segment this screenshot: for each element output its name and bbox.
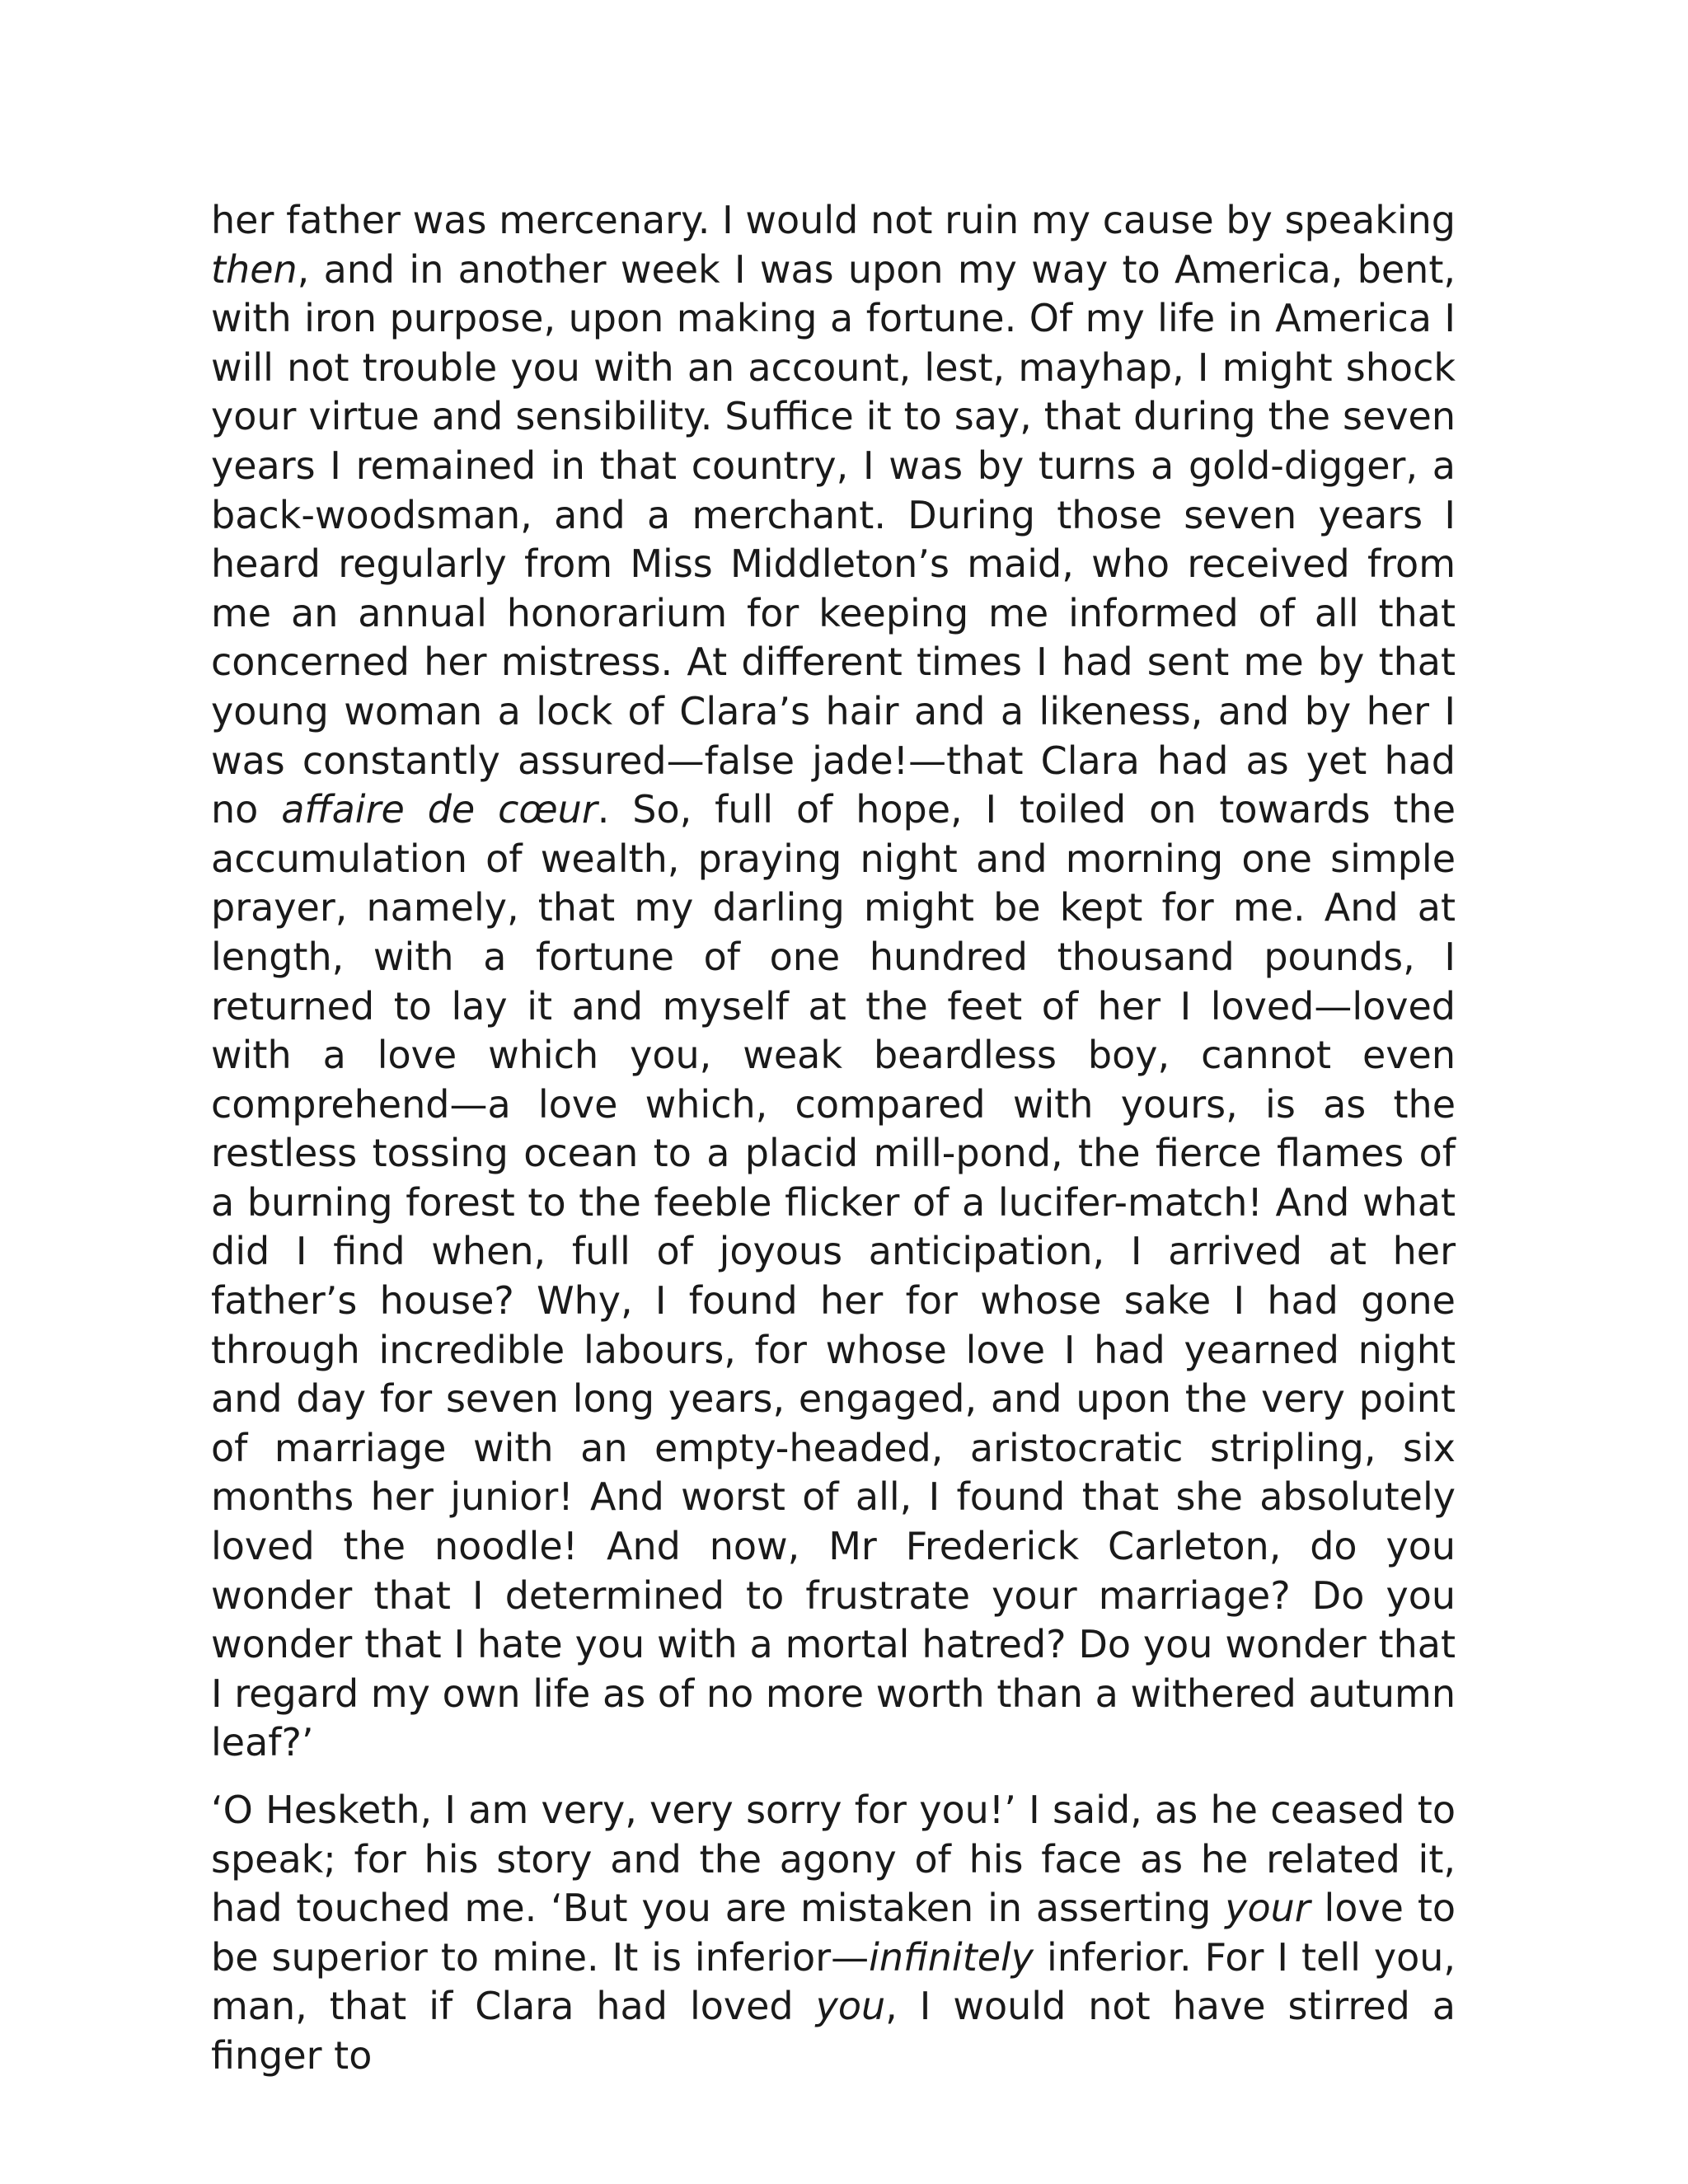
italic-text-run: infinitely [869, 1934, 1034, 1980]
italic-text-run: affaire de cœur [281, 787, 598, 832]
paragraph-1 [211, 196, 1456, 1768]
paragraph-2 [211, 1786, 1456, 2081]
text-run: , I would not have stirred a finger to [211, 1984, 1456, 2078]
text-run: , and in another week I was upon my way to America, bent, with iron purpose, upon making a fortune. Of my life in America I will not trouble you with an account, lest, mayhap, I might shock your virtue and sensibility. Suffice it to say, that during the seven years I remained in that country, I was by turns a gold-digger, a back-woodsman, and a merchant. During those seven years I heard regularly from Miss Middleton’s maid, who received from me an annual honorarium for keeping me informed of all that concerned her mistress. At different times I had sent me by that young woman a lock of Clara’s hair and a likeness, and by her I was constantly assured—false jade!—that Clara had as yet had no [211, 246, 1456, 832]
italic-text-run: your [1225, 1886, 1311, 1931]
text-run: inferior. For I tell you, man, that if Clara had loved [211, 1934, 1456, 2029]
body-text [211, 196, 1456, 2081]
text-run: ‘O Hesketh, I am very, very sorry for you!’ I said, as he ceased to speak; for his story and the agony of his face as he related it, had touched me. ‘But you are mistaken in asserting [211, 1788, 1456, 1931]
text-run: love to be superior to mine. It is inferior— [211, 1886, 1456, 1980]
italic-text-run: you [815, 1984, 886, 2029]
italic-text-run: then [211, 246, 298, 292]
text-run: . So, full of hope, I toiled on towards the accumulation of wealth, praying night and morning one simple prayer, namely, that my darling might be kept for me. And at length, with a fortune of one hundred thousand pounds, I returned to lay it and myself at the feet of her I loved—loved with a love which you, weak beardless boy, cannot even comprehend—a love which, compared with yours, is as the restless tossing ocean to a placid mill-pond, the fierce flames of a burning forest to the feeble flicker of a lucifer-match! And what did I find when, full of joyous anticipation, I arrived at her father’s house? Why, I found her for whose sake I had gone through incredible labours, for whose love I had yearned night and day for seven long years, engaged, and upon the very point of marriage with an empty-headed, aristocratic stripling, six months her junior! And worst of all, I found that she absolutely loved the noodle! And now, Mr Frederick Carleton, do you wonder that I determined to frustrate your marriage? Do you wonder that I hate you with a mortal hatred? Do you wonder that I regard my own life as of no more worth than a withered autumn leaf?’ [211, 787, 1456, 1765]
text-run: her father was mercenary. I would not ruin my cause by speaking [211, 198, 1456, 242]
